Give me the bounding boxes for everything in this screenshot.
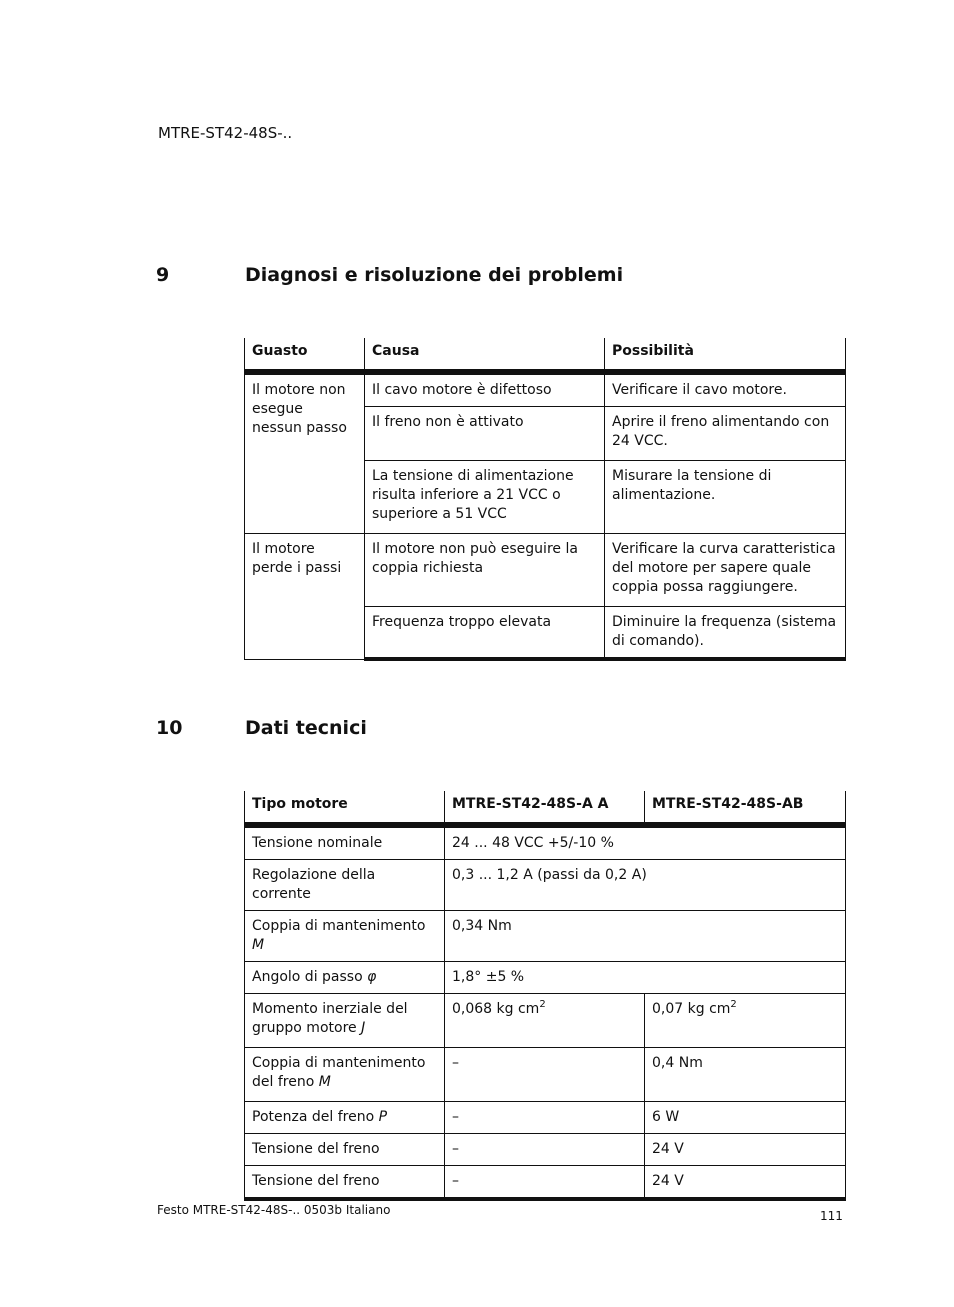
header-possibilita: Possibilità bbox=[605, 338, 846, 372]
table-row bbox=[245, 911, 846, 962]
spec-label-text: Momento inerziale del gruppo motore bbox=[252, 1001, 408, 1036]
section-10-number: 10 bbox=[156, 717, 183, 739]
spec-value-a: – bbox=[445, 1134, 645, 1166]
cause-cell: Il freno non è attivato bbox=[365, 407, 605, 461]
cause-cell: Frequenza troppo elevata bbox=[365, 607, 605, 660]
remedy-cell: Misurare la tensione di alimentazione. bbox=[605, 461, 846, 534]
spec-value-ab bbox=[645, 994, 846, 1048]
spec-label-text: Potenza del freno bbox=[252, 1109, 379, 1125]
spec-symbol: M bbox=[252, 937, 265, 953]
spec-label: Tensione del freno bbox=[245, 1134, 445, 1166]
spec-label bbox=[245, 1102, 445, 1134]
table-row bbox=[245, 994, 846, 1048]
spec-value-a bbox=[445, 994, 645, 1048]
table-header-row bbox=[245, 791, 846, 825]
spec-value-ab: 24 V bbox=[645, 1166, 846, 1200]
header-model-ab: MTRE-ST42-48S-AB bbox=[645, 791, 846, 825]
cause-cell: Il cavo motore è difettoso bbox=[365, 372, 605, 407]
table-row bbox=[245, 372, 846, 407]
footer-document-info: Festo MTRE-ST42-48S-.. 0503b Italiano bbox=[157, 1203, 391, 1217]
spec-value: 1,8° ±5 % bbox=[445, 962, 846, 994]
table-row bbox=[245, 534, 846, 607]
table-row bbox=[245, 825, 846, 860]
spec-value: 24 ... 48 VCC +5/-10 % bbox=[445, 825, 846, 860]
section-9-number: 9 bbox=[156, 264, 170, 286]
section-10-title: Dati tecnici bbox=[245, 717, 367, 739]
spec-symbol: P bbox=[378, 1109, 388, 1125]
spec-value-a: – bbox=[445, 1102, 645, 1134]
header-tipo-motore: Tipo motore bbox=[245, 791, 445, 825]
spec-symbol: φ bbox=[367, 969, 377, 985]
table-row bbox=[245, 1048, 846, 1102]
spec-symbol: M bbox=[318, 1074, 331, 1090]
cause-cell: La tensione di alimentazione risulta inferiore a 21 VCC o superiore a 51 VCC bbox=[365, 461, 605, 534]
spec-value: 0,3 ... 1,2 A (passi da 0,2 A) bbox=[445, 860, 846, 911]
section-9-title: Diagnosi e risoluzione dei problemi bbox=[245, 264, 624, 286]
spec-value-ab: 6 W bbox=[645, 1102, 846, 1134]
spec-label-text: Coppia di mantenimento del freno bbox=[252, 1055, 426, 1090]
spec-label bbox=[245, 994, 445, 1048]
remedy-cell: Aprire il freno alimentando con 24 VCC. bbox=[605, 407, 846, 461]
remedy-cell: Verificare la curva caratteristica del motore per sapere quale coppia possa raggiungere. bbox=[605, 534, 846, 607]
remedy-cell: Verificare il cavo motore. bbox=[605, 372, 846, 407]
spec-label-text: Angolo di passo bbox=[252, 969, 368, 985]
exponent: 2 bbox=[539, 999, 546, 1010]
document-header: MTRE-ST42-48S-.. bbox=[158, 124, 293, 142]
inertia-value-ab: 0,07 kg cm bbox=[652, 1001, 731, 1017]
table-row bbox=[245, 860, 846, 911]
troubleshooting-table bbox=[244, 338, 846, 661]
page-number: 111 bbox=[820, 1209, 843, 1223]
cause-cell: Il motore non può eseguire la coppia richiesta bbox=[365, 534, 605, 607]
spec-label: Regolazione della corrente bbox=[245, 860, 445, 911]
spec-label: Tensione del freno bbox=[245, 1166, 445, 1200]
spec-label bbox=[245, 1048, 445, 1102]
fault-cell: Il motore perde i passi bbox=[245, 534, 365, 660]
spec-value: 0,34 Nm bbox=[445, 911, 846, 962]
spec-label-text: Coppia di mantenimento bbox=[252, 918, 426, 934]
table-header-row bbox=[245, 338, 846, 372]
spec-value-a: – bbox=[445, 1048, 645, 1102]
spec-value-ab: 24 V bbox=[645, 1134, 846, 1166]
remedy-cell: Diminuire la frequenza (sistema di comando). bbox=[605, 607, 846, 660]
spec-label bbox=[245, 911, 445, 962]
spec-value-ab: 0,4 Nm bbox=[645, 1048, 846, 1102]
spec-label: Tensione nominale bbox=[245, 825, 445, 860]
table-row bbox=[245, 1102, 846, 1134]
table-row bbox=[245, 1166, 846, 1200]
spec-label bbox=[245, 962, 445, 994]
spec-symbol: J bbox=[361, 1020, 366, 1036]
spec-value-a: – bbox=[445, 1166, 645, 1200]
header-model-a: MTRE-ST42-48S-A A bbox=[445, 791, 645, 825]
header-guasto: Guasto bbox=[245, 338, 365, 372]
table-row bbox=[245, 962, 846, 994]
fault-cell: Il motore non esegue nessun passo bbox=[245, 372, 365, 534]
exponent: 2 bbox=[730, 999, 737, 1010]
header-causa: Causa bbox=[365, 338, 605, 372]
technical-data-table bbox=[244, 791, 846, 1201]
table-row bbox=[245, 1134, 846, 1166]
inertia-value-a: 0,068 kg cm bbox=[452, 1001, 540, 1017]
